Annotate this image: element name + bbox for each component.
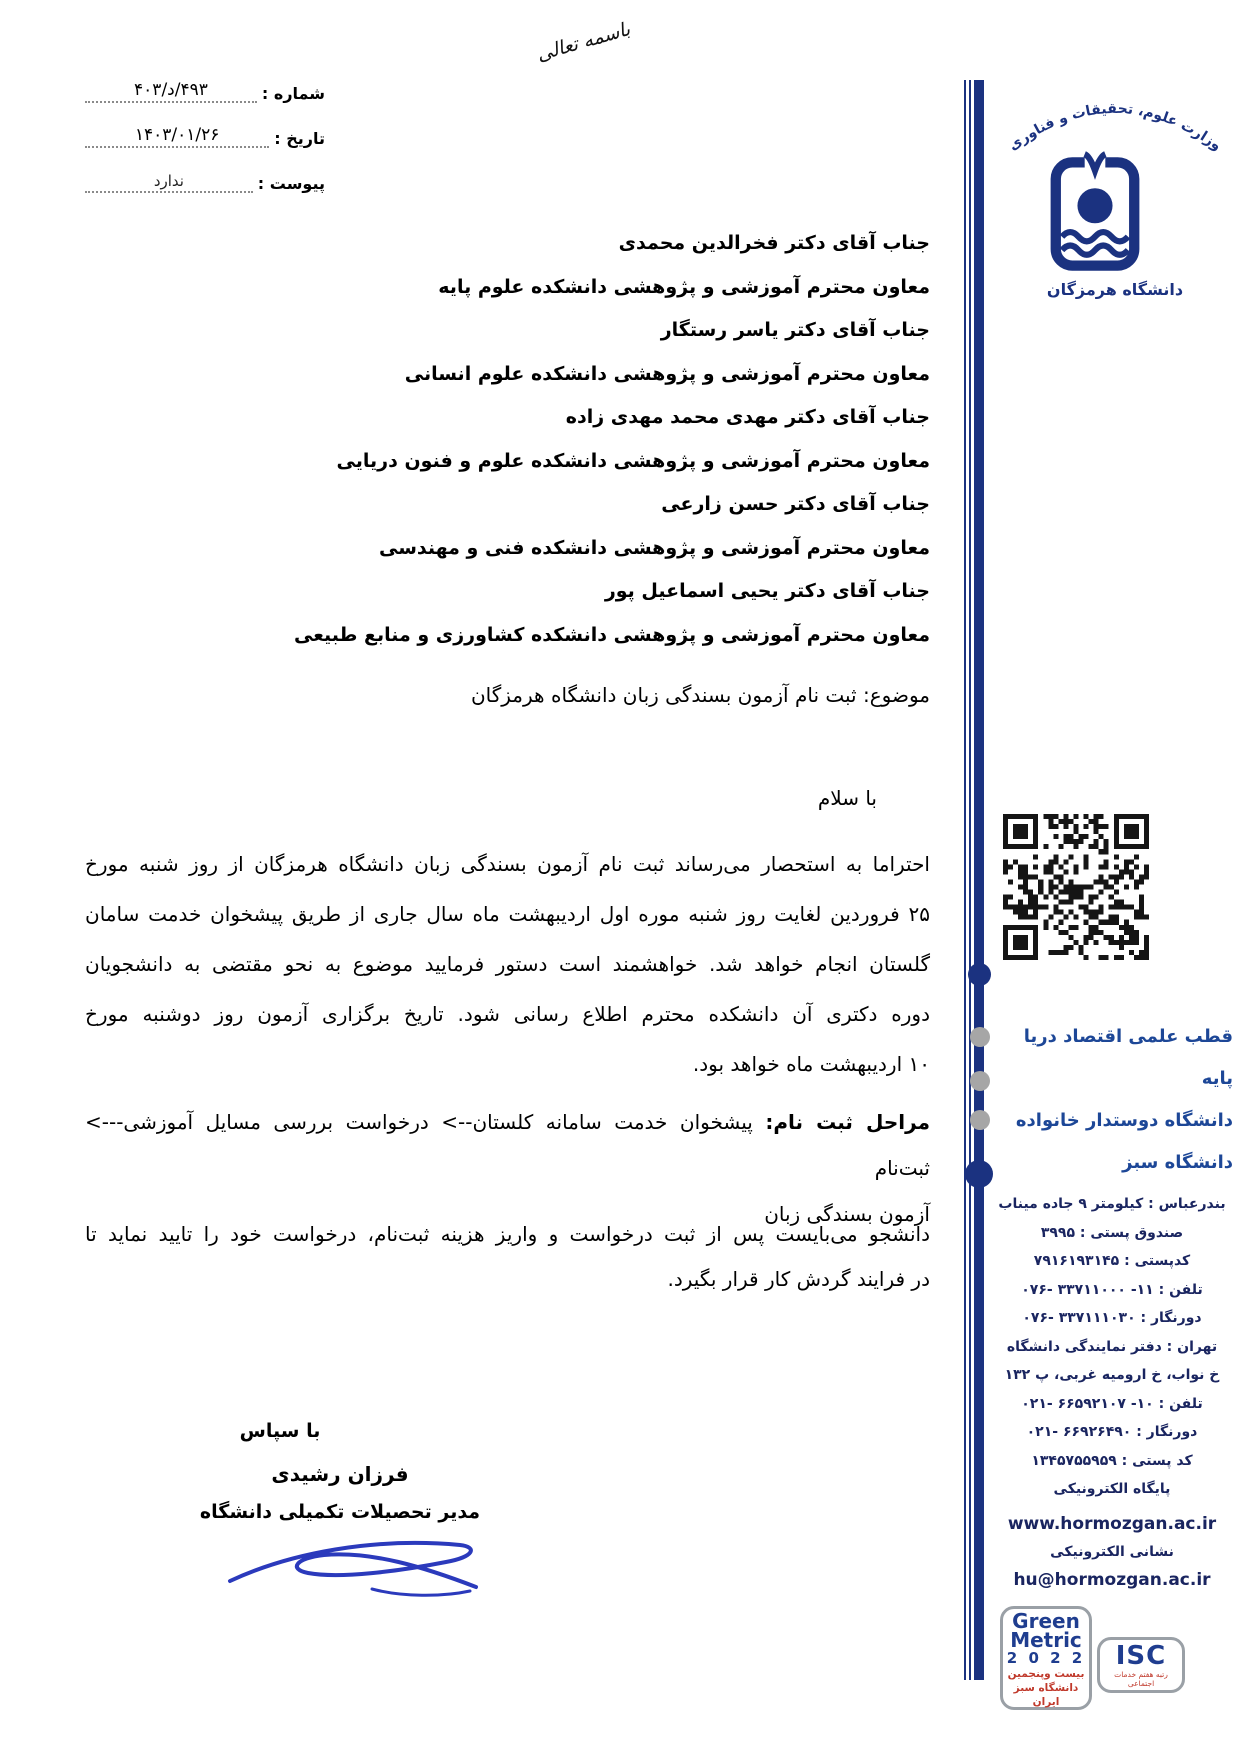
green-metric-word: Metric — [1010, 1628, 1082, 1652]
contact-line: کد پستی : ۱۳۴۵۷۵۵۹۵۹ — [1031, 1452, 1193, 1469]
green-metric-subtitle: بیست وپنجمین — [1007, 1668, 1085, 1680]
body-line: ۲۵ فروردین لغایت روز شنبه موره اول اردیبهشت ماه سال جاری از طریق پیشخوان خدمت سامان — [85, 902, 930, 926]
contact-line: دورنگار : ۶۶۹۲۶۴۹۰ -۰۲۱ — [1026, 1424, 1198, 1440]
ministry-logo-icon — [1042, 150, 1148, 278]
contact-line: پایگاه الکترونیکی — [1053, 1481, 1171, 1497]
recipient-line: جناب آقای دکتر مهدی محمد مهدی زاده — [565, 406, 930, 428]
university-name: دانشگاه هرمزگان — [1046, 280, 1184, 299]
recipient-line: جناب آقای دکتر یاسر رستگار — [660, 319, 930, 341]
body-line: گلستان انجام خواهد شد. خواهشمند است دستور فرمایید موضوع به نحو مقتضی به دانشجویان — [85, 952, 930, 976]
signatory-title: مدیر تحصیلات تکمیلی دانشگاه — [199, 1501, 481, 1523]
recipient-line: معاون محترم آموزشی و پژوهشی دانشکده علوم انسانی — [404, 362, 930, 385]
divider-gray-dot — [970, 1071, 990, 1091]
sidebar-badges — [995, 1016, 1235, 1184]
badge-line: قطب علمی اقتصاد دریا پایه — [1023, 1026, 1233, 1089]
salutation: با سلام — [817, 786, 877, 810]
note-paragraph — [85, 1212, 930, 1302]
divider-navy-dot — [965, 1160, 993, 1188]
recipient-line: جناب آقای دکتر حسن زارعی — [661, 493, 930, 515]
body-line: احتراما به استحصار می‌رساند ثبت نام آزمون بسندگی زبان دانشگاه هرمزگان از روز شنبه مورخ — [85, 852, 930, 876]
contact-line: کدپستی : ۷۹۱۶۱۹۳۱۴۵ — [1033, 1253, 1191, 1269]
letter-meta — [85, 70, 325, 205]
divider-gray-dot — [970, 1110, 990, 1130]
besmele-calligraphy: باسمه تعالی — [534, 18, 633, 66]
note-line: در فرایند گردش کار قرار بگیرد. — [667, 1267, 930, 1291]
qr-code — [1003, 814, 1149, 960]
subject-line: موضوع: ثبت نام آزمون بسندگی زبان دانشگاه هرمزگان — [470, 683, 930, 707]
letter-attachment-label: پیوست : — [257, 174, 325, 193]
body-paragraph — [85, 839, 930, 1089]
note-line: دانشجو می‌بایست پس از ثبت درخواست و واریز هزینه ثبت‌نام، درخواست خود را تایید نماید تا — [85, 1222, 930, 1246]
letter-number-row — [85, 70, 325, 103]
website-url: www.hormozgan.ac.ir — [1007, 1514, 1217, 1534]
contact-line: دورنگار : ۳۳۷۱۱۱۰۳۰ -۰۷۶ — [1022, 1310, 1202, 1326]
isc-subtitle: رتبه هفتم خدمات اجتماعی — [1114, 1670, 1168, 1688]
isc-title: ISC — [1115, 1641, 1167, 1671]
recipient-line: معاون محترم آموزشی و پژوهشی دانشکده علوم و فنون دریایی — [336, 449, 930, 472]
contact-line: صندوق پستی : ۳۹۹۵ — [1040, 1224, 1184, 1241]
badge-line: دانشگاه دوستدار خانواده — [1015, 1110, 1233, 1131]
sidebar-divider-thick-line — [974, 80, 984, 1680]
recipient-line: جناب آقای دکتر فخرالدین محمدی — [618, 232, 930, 254]
green-metric-logo — [1000, 1606, 1092, 1710]
letter-attachment-value: ندارد — [85, 172, 253, 193]
body-line: دوره دکتری آن دانشکده محترم اطلاع رسانی شود. تاریخ برگزاری آزمون روز دوشنبه مورخ — [85, 1002, 930, 1026]
badge-line: دانشگاه سبز — [1122, 1152, 1233, 1173]
letter-attachment-row — [85, 160, 325, 193]
body-line: ۱۰ اردیبهشت ماه خواهد بود. — [692, 1052, 930, 1076]
recipient-line: معاون محترم آموزشی و پژوهشی دانشکده علوم پایه — [438, 275, 930, 298]
contact-line: خ نواب، خ ارومیه غربی، پ ۱۳۲ — [1004, 1367, 1220, 1383]
isc-logo — [1097, 1637, 1185, 1693]
letter-number-value: ۴۹۳/د/۴۰۳ — [85, 80, 257, 103]
steps-label: مراحل ثبت نام: — [765, 1110, 930, 1134]
letter-date-row — [85, 115, 325, 148]
contact-line: بندرعباس : کیلومتر ۹ جاده میناب — [998, 1196, 1226, 1212]
steps-line — [85, 1099, 930, 1191]
email-address: hu@hormozgan.ac.ir — [1013, 1570, 1211, 1590]
letter-date-value: ۱۴۰۳/۰۱/۲۶ — [85, 125, 269, 148]
divider-navy-dot — [968, 963, 991, 986]
steps-line: آزمون بسندگی زبان — [764, 1202, 930, 1226]
contact-line: تلفن : ۱۱- ۳۳۷۱۱۰۰۰ -۰۷۶ — [1021, 1281, 1203, 1298]
recipient-line: معاون محترم آموزشی و پژوهشی دانشکده کشاورزی و منابع طبیعی — [294, 623, 930, 646]
recipient-line: معاون محترم آموزشی و پژوهشی دانشکده فنی و مهندسی — [378, 536, 930, 559]
recipient-line: جناب آقای دکتر یحیی اسماعیل پور — [604, 580, 930, 602]
svg-text:وزارت علوم، تحقیقات و فناوری: وزارت علوم، تحقیقات و فناوری — [1005, 100, 1225, 155]
letter-number-label: شماره : — [261, 84, 325, 103]
letter-date-label: تاریخ : — [274, 129, 325, 148]
green-metric-year: 2 0 2 2 — [1006, 1649, 1086, 1667]
recipient-list — [85, 222, 930, 657]
steps-text: پیشخوان خدمت سامانه کلستان--> درخواست بررسی مسایل آموزشی---> ثبت‌نام — [85, 1110, 930, 1180]
email-label: نشانی الکترونیکی — [1050, 1544, 1174, 1560]
sidebar-divider-thin-line — [964, 80, 966, 1680]
sidebar-divider-thin-line — [969, 80, 971, 1680]
handwritten-signature — [222, 1527, 484, 1607]
green-metric-subtitle: دانشگاه سبز ایران — [1013, 1682, 1079, 1708]
divider-gray-dot — [970, 1027, 990, 1047]
contact-info — [988, 1190, 1236, 1504]
green-metric-word: Green — [1012, 1609, 1080, 1633]
contact-line: تلفن : ۱۰- ۶۶۵۹۲۱۰۷ -۰۲۱ — [1021, 1395, 1203, 1412]
signatory-name: فرزان رشیدی — [271, 1462, 409, 1486]
contact-line: تهران : دفتر نمایندگی دانشگاه — [1006, 1338, 1218, 1355]
signature-thanks: با سپاس — [239, 1420, 321, 1442]
